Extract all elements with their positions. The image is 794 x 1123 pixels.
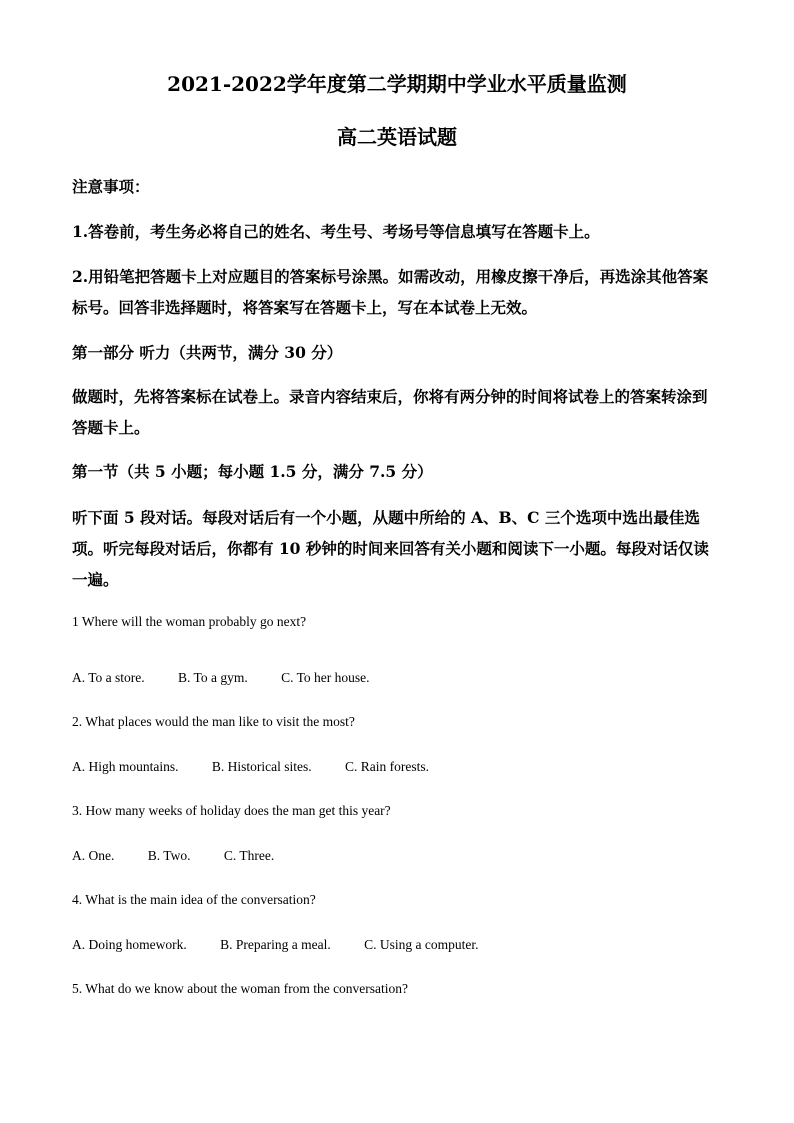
question-1-options: [72, 668, 722, 688]
option-a: A. Doing homework.: [72, 937, 187, 952]
option-c: C. To her house.: [281, 670, 370, 685]
option-c: C. Using a computer.: [364, 937, 479, 952]
question-5: 5. What do we know about the woman from the conversation?: [72, 981, 409, 996]
option-b: B. To a gym.: [178, 670, 248, 685]
option-a: A. To a store.: [72, 670, 145, 685]
question-2: 2. What places would the man like to visit the most?: [72, 714, 355, 729]
option-b: B. Two.: [147, 848, 191, 863]
exam-subtitle: 高二英语试题: [337, 125, 457, 149]
question-2-options: [72, 757, 722, 777]
option-a: A. One.: [72, 848, 115, 863]
part1-instruction: 做题时，先将答案标在试卷上。录音内容结束后，你将有两分钟的时间将试卷上的答案转涂到答题卡上。: [72, 387, 708, 437]
notice-heading: 注意事项：: [72, 177, 150, 196]
section1-heading: 第一节（共 5 小题；每小题 1.5 分，满分 7.5 分）: [72, 462, 433, 481]
part1-heading: 第一部分 听力（共两节，满分 30 分）: [72, 343, 343, 362]
question-1: 1 Where will the woman probably go next?: [72, 614, 307, 629]
option-c: C. Three.: [223, 848, 275, 863]
question-4: 4. What is the main idea of the conversation?: [72, 892, 316, 907]
question-3: 3. How many weeks of holiday does the man get this year?: [72, 803, 391, 818]
option-b: B. Historical sites.: [211, 759, 312, 774]
section1-instruction: 听下面 5 段对话。每段对话后有一个小题，从题中所给的 A、B、C 三个选项中选出最佳选项。听完每段对话后，你都有 10 秒钟的时间来回答有关小题和阅读下一小题。每段对话仅读一遍。: [72, 508, 709, 589]
option-b: B. Preparing a meal.: [220, 937, 331, 952]
option-a: A. High mountains.: [72, 759, 179, 774]
question-4-options: [72, 935, 722, 955]
exam-title: 2021-2022学年度第二学期期中学业水平质量监测: [167, 72, 627, 96]
notice-item-2: 2.用铅笔把答题卡上对应题目的答案标号涂黑。如需改动，用橡皮擦干净后，再选涂其他答案标号。回答非选择题时，将答案写在答题卡上，写在本试卷上无效。: [72, 267, 709, 317]
option-c: C. Rain forests.: [345, 759, 429, 774]
question-3-options: [72, 846, 722, 866]
notice-item-1: 1.答卷前，考生务必将自己的姓名、考生号、考场号等信息填写在答题卡上。: [72, 222, 600, 241]
